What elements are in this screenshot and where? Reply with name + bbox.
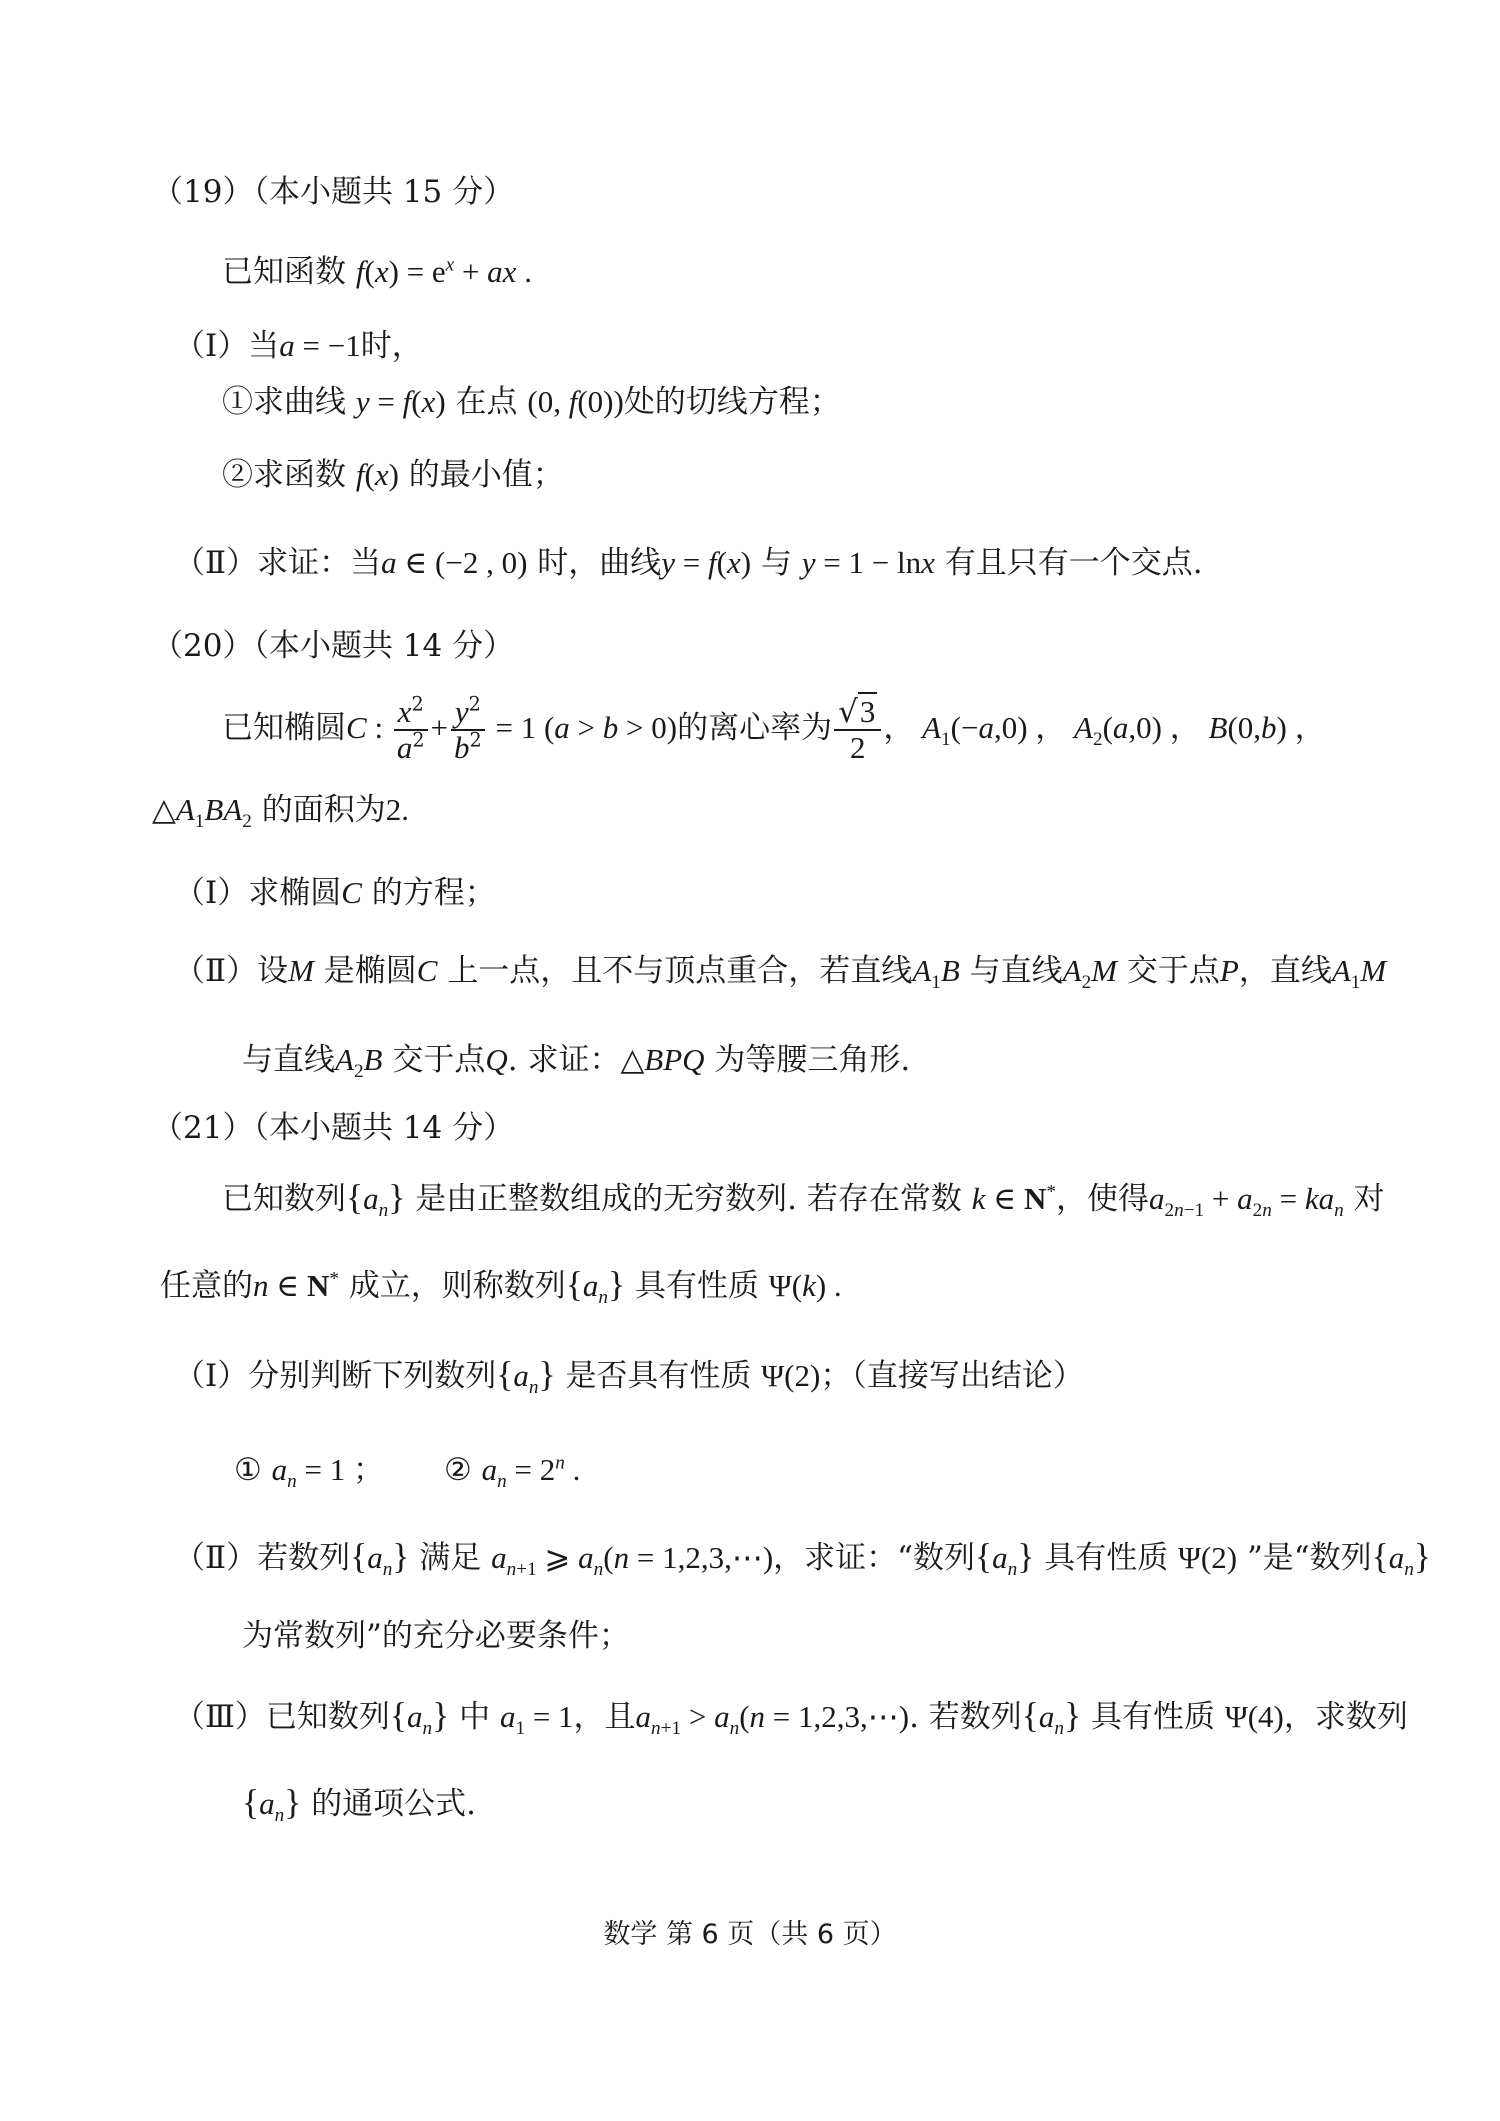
- q19-sub2: ②求函数 f(x) 的最小值；: [222, 457, 564, 493]
- page-footer: 数学 第 6 页（共 6 页）: [603, 1919, 897, 1950]
- q20-area: $\triangle A_1BA_2$ 的面积为2.: [152, 792, 409, 833]
- q21-part3-line1: （Ⅲ）已知数列$\{a_n\}$ 中 $a_1 = 1$，且$a_{n+1} > a_n(n$ = 1,2,3,⋯). 若数列$\{a_n\}$ 具有性质 Ψ(4)，求数列: [174, 1695, 1408, 1740]
- q20-part1: （Ⅰ）求椭圆C 的方程；: [174, 875, 496, 911]
- fraction-y2-b2: $\frac{y^2}{b^2}$: [450, 695, 486, 765]
- q21-part2-line2: 为常数列”的充分必要条件；: [242, 1618, 630, 1654]
- q21-part1: （Ⅰ）分别判断下列数列$\{a_n\}$ 是否具有性质 Ψ(2)；（直接写出结论）: [174, 1354, 1084, 1399]
- q20-part2-line2: 与直线$A_2B$ 交于点Q. 求证：△BPQ 为等腰三角形.: [242, 1042, 911, 1083]
- q19-intro: 已知函数 $f(x) = e^x$ + ax .: [222, 254, 532, 290]
- q21-header: （21）（本小题共 14 分）: [152, 1110, 515, 1146]
- q21-intro-line2: 任意的n ∈ N* 成立，则称数列$\{a_n\}$ 具有性质 Ψ(k) .: [160, 1264, 842, 1309]
- q20-part2-line1: （Ⅱ）设M 是椭圆C 上一点，且不与顶点重合，若直线$A_1B$ 与直线$A_2M$ 交于点P，直线$A_1M$: [174, 953, 1387, 994]
- q20-header: （20）（本小题共 14 分）: [152, 628, 515, 664]
- q21-intro-line1: 已知数列$\{a_n\}$ 是由正整数组成的无穷数列. 若存在常数 k ∈ N*，使得$a_{2n-1} + a_{2n} = ka_n$ 对: [222, 1177, 1385, 1222]
- q20-intro: 已知椭圆C : $\frac{x^2}{a^2}$ + $\frac{y^2}{b^2}$ = 1 (a > b > 0)的离心率为 $\frac{√3}{2}$ ， $A_1(-a,0)$ ， $A_2(a,0)$ ， B(0,b) ，: [222, 692, 1326, 765]
- q21-part1-options: ① $a_n = 1$ ； ② $a_n = 2^n$ .: [234, 1452, 581, 1493]
- q21-part3-line2: $\{a_n\}$ 的通项公式.: [242, 1782, 477, 1827]
- fraction-x2-a2: $\frac{x^2}{a^2}$: [393, 695, 429, 765]
- q19-part1: （Ⅰ）当a = −1时，: [174, 328, 423, 364]
- q19-part2: （Ⅱ）求证：当a ∈ (−2 , 0) 时，曲线y = f(x) 与 y = 1 − lnx 有且只有一个交点.: [174, 545, 1203, 581]
- q21-part2-line1: （Ⅱ）若数列$\{a_n\}$ 满足 $a_{n+1}$ ⩾ $a_n(n$ = 1,2,3,⋯)，求证：“数列$\{a_n\}$ 具有性质 Ψ(2) ”是“数列$\{a_n\}$: [174, 1536, 1431, 1581]
- q19-sub1: ①求曲线 y = f(x) 在点 (0, f(0))处的切线方程；: [222, 384, 841, 420]
- q19-header: （19）（本小题共 15 分）: [152, 174, 515, 210]
- fraction-sqrt3-2: $\frac{√3}{2}$: [834, 695, 881, 765]
